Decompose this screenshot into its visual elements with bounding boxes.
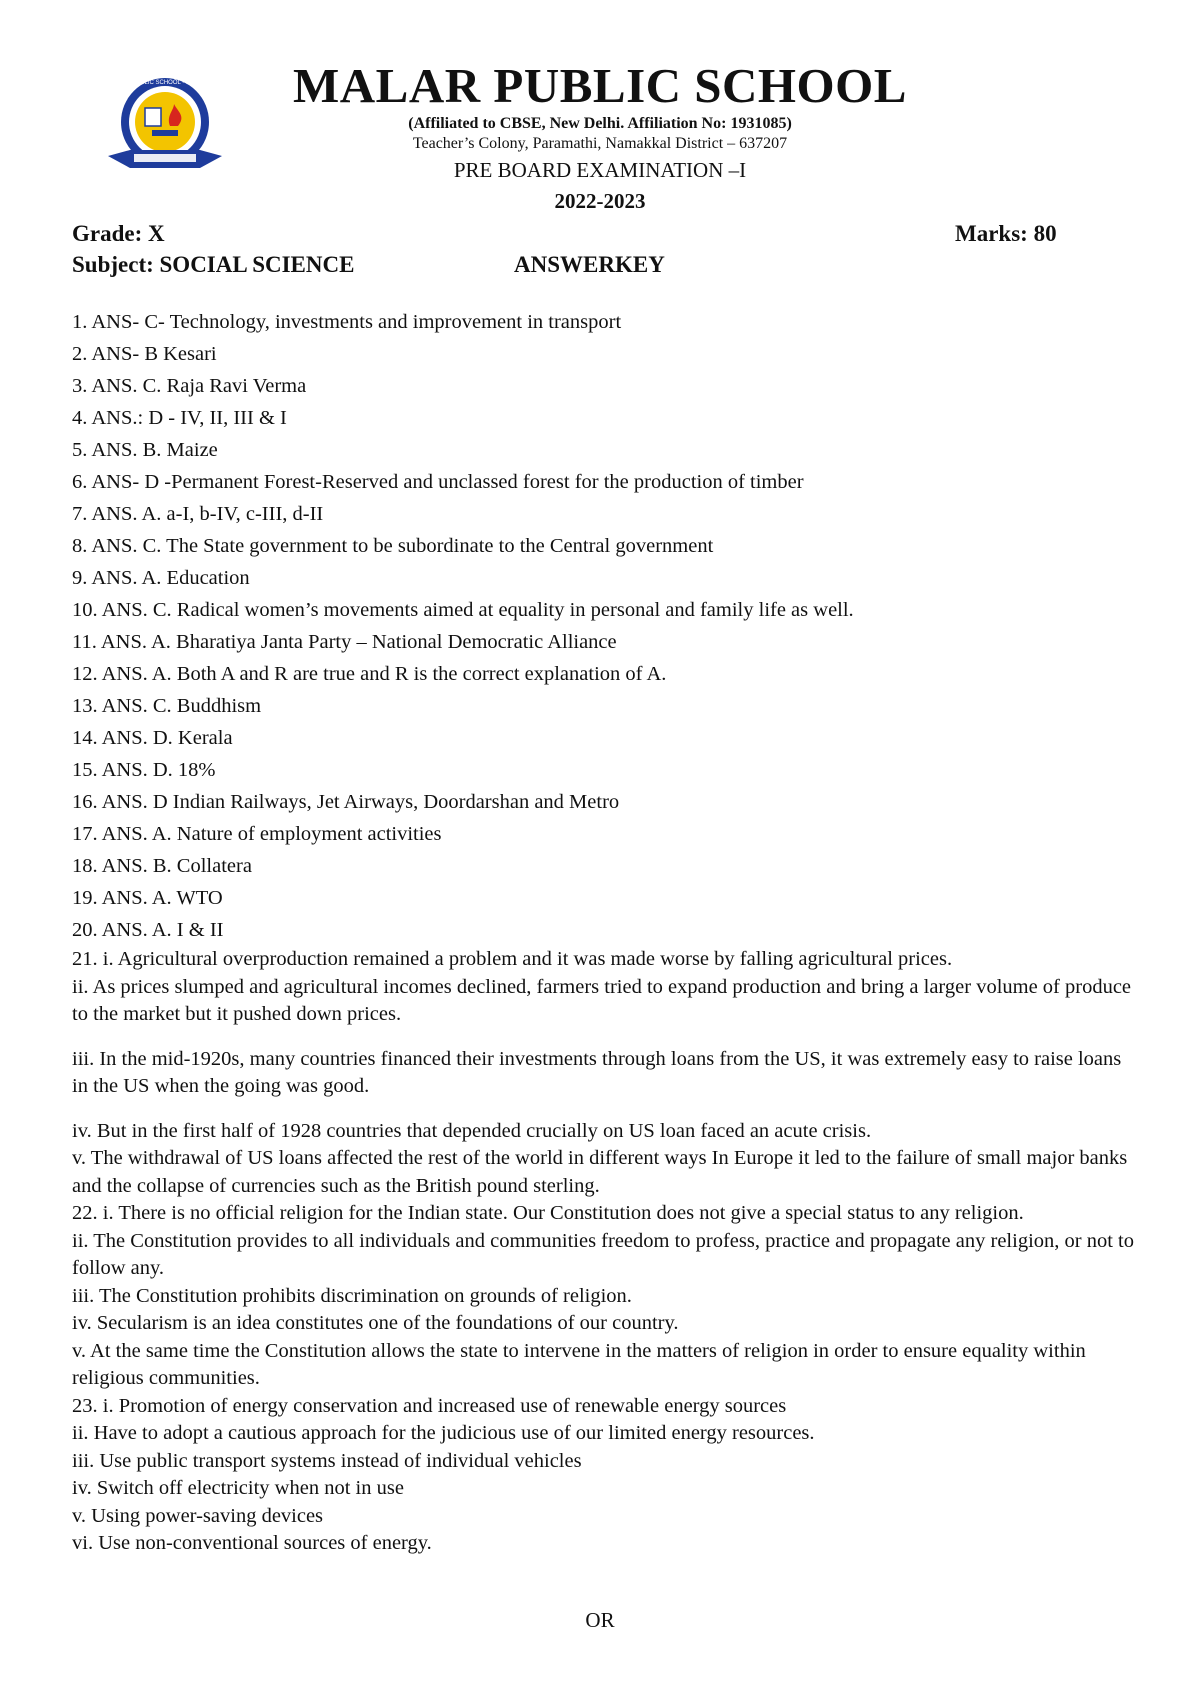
answerkey-label: ANSWERKEY [514,252,665,277]
answer-item: 3. ANS. C. Raja Ravi Verma [72,375,307,397]
school-logo [100,70,230,180]
affiliation-text: (Affiliated to CBSE, New Delhi. Affiliation No: 1931085) [408,115,792,132]
answer-22-point: ii. The Constitution provides to all individuals and communities freedom to profess, practice and propagate any religion, or not to follow any. [72,1229,1134,1279]
answer-item: 15. ANS. D. 18% [72,759,216,781]
answer-23-point: v. Using power-saving devices [72,1504,324,1527]
answer-item: 6. ANS- D -Permanent Forest-Reserved and unclassed forest for the production of timber [72,471,804,493]
answer-item: 2. ANS- B Kesari [72,343,217,365]
answer-21-point: 21. i. Agricultural overproduction remained a problem and it was made worse by falling agricultural prices. [72,948,953,970]
exam-year: 2022-2023 [554,189,646,213]
answer-22-point: iii. The Constitution prohibits discrimination on grounds of religion. [72,1284,632,1307]
answer-item: 19. ANS. A. WTO [72,887,223,909]
answer-item: 7. ANS. A. a-I, b-IV, c-III, d-II [72,503,324,525]
logo-text: MALAR PUBLIC SCHOOL • PARAMATHI [109,80,221,86]
answer-23-point: vi. Use non-conventional sources of energy. [72,1532,432,1554]
answer-23-point: ii. Have to adopt a cautious approach for the judicious use of our limited energy resources. [72,1422,815,1444]
answer-item: 9. ANS. A. Education [72,567,250,589]
answer-item: 20. ANS. A. I & II [72,919,224,941]
answer-item: 10. ANS. C. Radical women’s movements aimed at equality in personal and family life as well. [72,599,854,621]
answer-list [72,306,1142,1558]
answer-item: 14. ANS. D. Kerala [72,727,233,749]
answer-22-point: iv. Secularism is an idea constitutes one of the foundations of our country. [72,1312,679,1334]
answer-21-point: v. The withdrawal of US loans affected the rest of the world in different ways In Europe it led to the failure of small major banks and the collapse of currencies such as the British pound sterling. [72,1147,1128,1197]
answer-23-point: iv. Switch off electricity when not in use [72,1477,404,1499]
answer-item: 12. ANS. A. Both A and R are true and R is the correct explanation of A. [72,663,667,685]
answer-item: 13. ANS. C. Buddhism [72,695,262,717]
answer-23-point: iii. Use public transport systems instead of individual vehicles [72,1449,582,1472]
answer-21-point: ii. As prices slumped and agricultural incomes declined, farmers tried to expand production and bring a larger volume of produce to the market but it pushed down prices. [72,975,1132,1025]
answer-23-point: 23. i. Promotion of energy conservation and increased use of renewable energy sources [72,1394,787,1417]
exam-title: PRE BOARD EXAMINATION –I [453,158,747,182]
answer-item: 1. ANS- C- Technology, investments and improvement in transport [72,311,622,333]
answer-item: 16. ANS. D Indian Railways, Jet Airways, Doordarshan and Metro [72,791,620,813]
marks-label: Marks: 80 [955,221,1057,246]
answer-22-point: v. At the same time the Constitution allows the state to intervene in the matters of religion in order to ensure equality within religious communities. [72,1339,1086,1389]
answer-item: 11. ANS. A. Bharatiya Janta Party – National Democratic Alliance [72,631,617,653]
subject-label: Subject: SOCIAL SCIENCE [72,252,355,277]
answer-item: 8. ANS. C. The State government to be subordinate to the Central government [72,535,714,557]
answer-item: 18. ANS. B. Collatera [72,855,252,877]
school-name: MALAR PUBLIC SCHOOL [293,58,907,113]
or-separator: OR [585,1608,615,1632]
answer-item: 4. ANS.: D - IV, II, III & I [72,407,287,429]
school-address: Teacher’s Colony, Paramathi, Namakkal District – 637207 [412,135,788,152]
answer-item: 5. ANS. B. Maize [72,439,218,461]
grade-label: Grade: X [72,221,165,246]
answer-item: 17. ANS. A. Nature of employment activities [72,823,442,845]
answer-21-point: iv. But in the first half of 1928 countries that depended crucially on US loan faced an acute crisis. [72,1119,872,1142]
answer-21-point: iii. In the mid-1920s, many countries financed their investments through loans from the US, it was extremely easy to raise loans in the US when the going was good. [72,1047,1122,1097]
answer-22-point: 22. i. There is no official religion for the Indian state. Our Constitution does not give a special status to any religion. [72,1202,1024,1224]
